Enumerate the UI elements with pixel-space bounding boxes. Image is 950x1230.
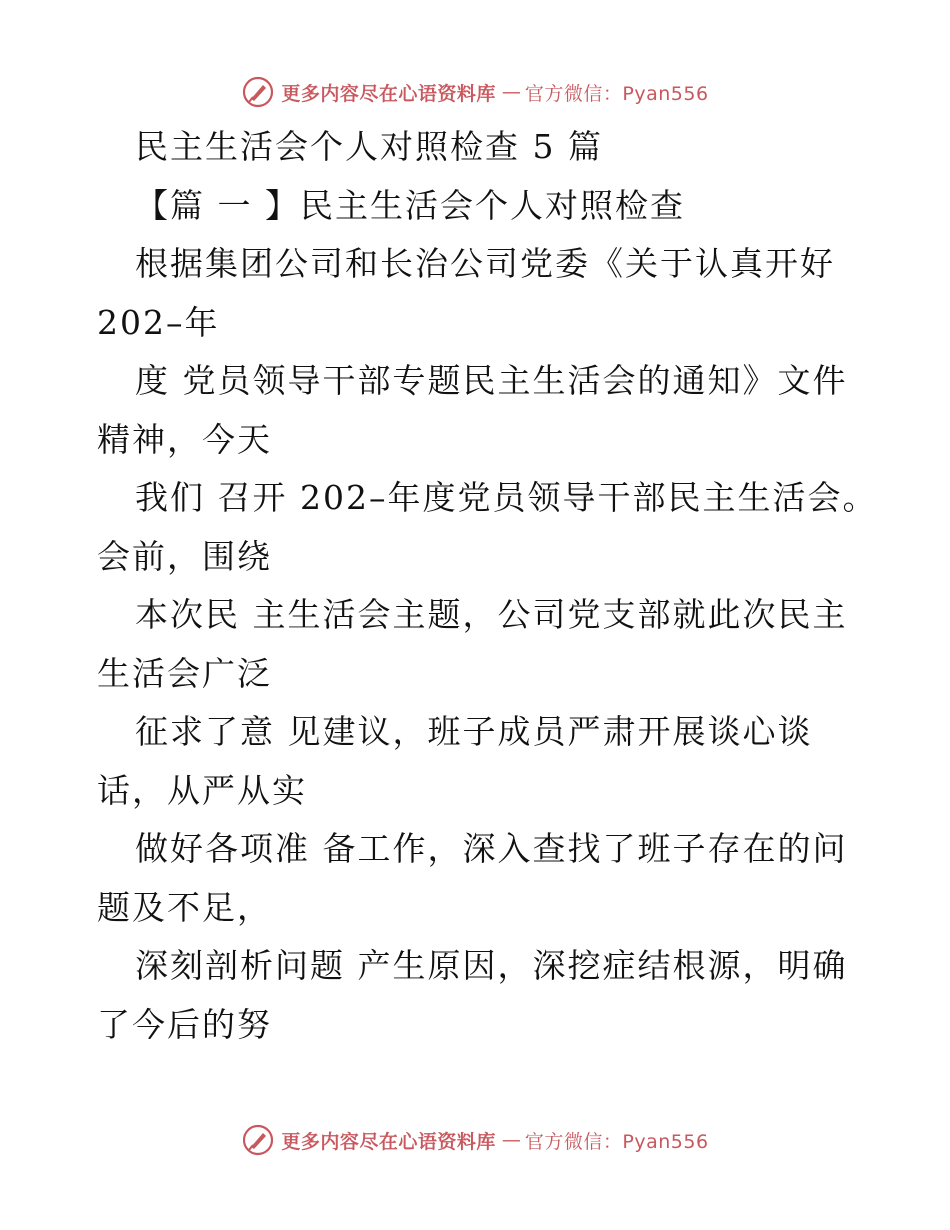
watermark-contact: 官方微信：Pyan556	[524, 82, 709, 105]
paragraph-line: 本次民 主生活会主题，公司党支部就此次民主	[135, 595, 848, 634]
quill-logo-icon	[241, 75, 275, 109]
watermark-separator: —	[501, 81, 519, 103]
quill-logo-icon	[241, 1123, 275, 1157]
paragraph-line: 202–年	[97, 302, 220, 342]
paragraph-line: 深刻剖析问题 产生原因，深挖症结根源，明确	[135, 946, 848, 985]
document-title: 民主生活会个人对照检查 5 篇	[135, 127, 603, 166]
paragraph-line: 会前，围绕	[97, 536, 272, 576]
paragraph-line: 度 党员领导干部专题民主生活会的通知》文件	[135, 361, 848, 400]
paragraph-line: 话，从严从实	[97, 770, 307, 810]
watermark-separator: —	[501, 1129, 519, 1151]
paragraph-line: 我们 召开 202–年度党员领导干部民主生活会。	[135, 478, 878, 517]
paragraph-line: 题及不足，	[97, 887, 272, 927]
watermark-contact: 官方微信：Pyan556	[524, 1130, 709, 1153]
paragraph-line: 征求了意 见建议，班子成员严肃开展谈心谈	[135, 712, 813, 751]
header-watermark	[0, 72, 950, 112]
footer-watermark	[0, 1120, 950, 1160]
paragraph-line: 根据集团公司和长治公司党委《关于认真开好	[135, 244, 835, 283]
watermark-text: 更多内容尽在心语资料库	[281, 82, 496, 105]
paragraph-line: 了今后的努	[97, 1004, 272, 1044]
document-body	[97, 118, 878, 1054]
paragraph-line: 做好各项准 备工作，深入查找了班子存在的问	[135, 829, 848, 868]
paragraph-line: 精神，今天	[97, 419, 272, 459]
section-heading: 【篇 一 】民主生活会个人对照检查	[135, 185, 685, 225]
paragraph-line: 生活会广泛	[97, 653, 272, 693]
watermark-text: 更多内容尽在心语资料库	[281, 1130, 496, 1153]
